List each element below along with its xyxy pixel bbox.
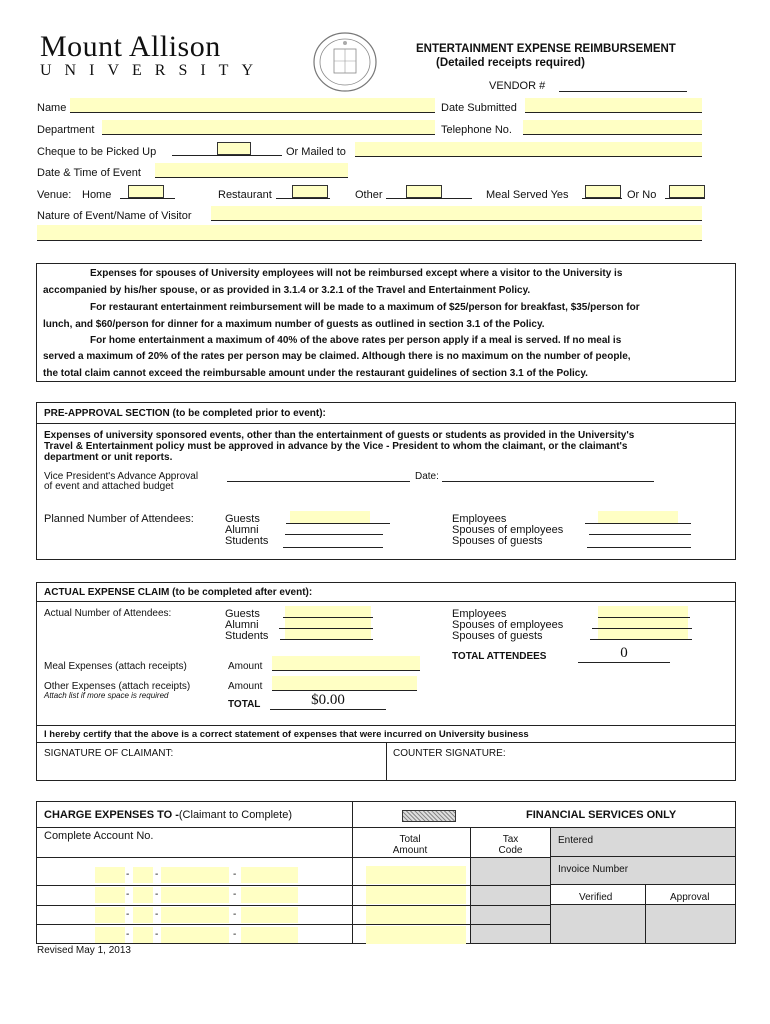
actual-guests-label: Guests bbox=[225, 608, 260, 620]
vp-approval-label2: of event and attached budget bbox=[44, 481, 174, 492]
other-label: Other bbox=[355, 189, 383, 201]
grid-h-row1 bbox=[36, 885, 550, 886]
planned-spouses-emp-input[interactable] bbox=[589, 522, 691, 535]
mailed-to-input[interactable] bbox=[355, 142, 702, 157]
meal-yes-checkbox[interactable] bbox=[585, 185, 621, 198]
attach-note: Attach list if more space is required bbox=[44, 691, 169, 700]
department-input[interactable] bbox=[102, 120, 435, 135]
grid-h-verified bbox=[550, 904, 736, 905]
grid-h-row3 bbox=[36, 924, 550, 925]
certify-divider-top bbox=[36, 725, 736, 726]
account-dash: - bbox=[155, 869, 159, 880]
planned-attendees-label: Planned Number of Attendees: bbox=[44, 513, 194, 525]
vendor-input[interactable] bbox=[559, 79, 687, 92]
university-seal-icon bbox=[312, 31, 378, 93]
policy-p2b: lunch, and $60/person for dinner for a maximum number of guests as outlined in section 3.1 of the Policy. bbox=[43, 319, 545, 330]
fs-verified-gray bbox=[551, 904, 645, 943]
grid-h-entered bbox=[550, 856, 736, 857]
certify-statement: I hereby certify that the above is a correct statement of expenses that were incurred on University business bbox=[44, 729, 529, 740]
actual-heading: ACTUAL EXPENSE CLAIM (to be completed after event): bbox=[44, 587, 313, 598]
preapproval-text2: Travel & Entertainment policy must be approved in advance by the Vice - President to whom the claimant, or the claimant's bbox=[44, 441, 628, 452]
total-attendees-value: 0 bbox=[578, 645, 670, 663]
verified-label: Verified bbox=[579, 892, 613, 903]
account-dash: - bbox=[155, 909, 159, 920]
date-submitted-label: Date Submitted bbox=[441, 102, 517, 114]
account-segment-input[interactable] bbox=[95, 867, 125, 883]
planned-spouses-guests-label: Spouses of guests bbox=[452, 535, 543, 547]
account-segment-input[interactable] bbox=[133, 867, 153, 883]
planned-alumni-label: Alumni bbox=[225, 524, 259, 536]
preapproval-divider bbox=[36, 423, 736, 424]
actual-spouses-guests-label: Spouses of guests bbox=[452, 630, 543, 642]
total-value: $0.00 bbox=[270, 692, 386, 710]
account-segment-input[interactable] bbox=[133, 907, 153, 923]
policy-p3b: served a maximum of 20% of the rates per person may be claimed. Although there is no maximum on the number of people, bbox=[43, 351, 631, 362]
account-segment-input[interactable] bbox=[241, 867, 298, 883]
meal-expenses-label: Meal Expenses (attach receipts) bbox=[44, 661, 187, 672]
account-segment-input[interactable] bbox=[241, 927, 298, 943]
charge-vertical-divider bbox=[352, 801, 353, 944]
date-time-input[interactable] bbox=[155, 163, 348, 178]
nature-input-line1[interactable] bbox=[211, 206, 702, 221]
total-amount-input[interactable] bbox=[366, 906, 466, 924]
account-segment-input[interactable] bbox=[241, 907, 298, 923]
name-label: Name bbox=[37, 102, 67, 114]
preapproval-text1: Expenses of university sponsored events, other than the entertainment of guests or students as provided in the University's bbox=[44, 430, 635, 441]
grid-h-header bbox=[36, 857, 550, 858]
actual-students-label: Students bbox=[225, 630, 269, 642]
policy-p1a: Expenses for spouses of University employees will not be reimbursed except where a visitor to the University is bbox=[90, 268, 623, 279]
tax-code-gray bbox=[471, 858, 550, 943]
account-segment-input[interactable] bbox=[95, 907, 125, 923]
account-dash: - bbox=[233, 909, 237, 920]
cheque-label: Cheque to be Picked Up bbox=[37, 146, 157, 158]
account-segment-input[interactable] bbox=[133, 927, 153, 943]
charge-heading bbox=[44, 809, 292, 821]
policy-p1b: accompanied by his/her spouse, or as provided in 3.1.4 or 3.2.1 of the Travel and Entertainment Policy. bbox=[43, 285, 531, 296]
actual-spouses-guests-line bbox=[590, 628, 692, 640]
revised-date: Revised May 1, 2013 bbox=[37, 945, 131, 956]
actual-employees-label: Employees bbox=[452, 608, 507, 620]
logo-line2: UNIVERSITY bbox=[40, 62, 266, 79]
planned-students-label: Students bbox=[225, 535, 269, 547]
counter-signature-label: COUNTER SIGNATURE: bbox=[393, 748, 506, 759]
planned-alumni-input[interactable] bbox=[285, 522, 383, 535]
total-amount-input[interactable] bbox=[366, 866, 466, 884]
tax-header-line1: Tax bbox=[502, 834, 519, 845]
actual-alumni-label: Alumni bbox=[225, 619, 259, 631]
department-label: Department bbox=[37, 124, 95, 136]
nature-label: Nature of Event/Name of Visitor bbox=[37, 210, 192, 222]
meal-no-label: Or No bbox=[627, 189, 657, 201]
restaurant-checkbox[interactable] bbox=[292, 185, 328, 198]
charge-heading-rest: (Claimant to Complete) bbox=[178, 809, 292, 821]
telephone-label: Telephone No. bbox=[441, 124, 512, 136]
account-dash: - bbox=[233, 889, 237, 900]
other-expenses-label: Other Expenses (attach receipts) bbox=[44, 681, 191, 692]
form-title: ENTERTAINMENT EXPENSE REIMBURSEMENT bbox=[416, 43, 676, 55]
meal-yes-label: Meal Served Yes bbox=[486, 189, 569, 201]
nature-input-line2[interactable] bbox=[37, 225, 702, 241]
fs-approval-gray bbox=[646, 904, 735, 943]
actual-attendees-label: Actual Number of Attendees: bbox=[44, 608, 172, 619]
account-segment-input[interactable] bbox=[95, 887, 125, 903]
account-dash: - bbox=[126, 869, 130, 880]
cheque-pickup-checkbox[interactable] bbox=[217, 142, 251, 155]
meal-no-checkbox[interactable] bbox=[669, 185, 705, 198]
other-checkbox[interactable] bbox=[406, 185, 442, 198]
financial-services-only: FINANCIAL SERVICES ONLY bbox=[526, 809, 677, 821]
policy-p2a: For restaurant entertainment reimbursement will be made to a maximum of $25/person for breakfast, $35/person for bbox=[90, 302, 640, 313]
total-amount-input[interactable] bbox=[366, 926, 466, 944]
meal-amount-label: Amount bbox=[228, 661, 263, 672]
vendor-label: VENDOR # bbox=[489, 80, 546, 92]
charge-heading-bold: CHARGE EXPENSES TO - bbox=[44, 809, 179, 821]
planned-spouses-emp-label: Spouses of employees bbox=[452, 524, 564, 536]
university-logo-wordmark bbox=[40, 32, 266, 80]
form-subtitle: (Detailed receipts required) bbox=[436, 57, 585, 69]
total-header-line2: Amount bbox=[392, 845, 428, 856]
account-segment-input[interactable] bbox=[241, 887, 298, 903]
other-amount-input[interactable] bbox=[272, 676, 417, 691]
account-segment-input[interactable] bbox=[161, 887, 229, 903]
total-label: TOTAL bbox=[228, 699, 261, 710]
planned-students-input[interactable] bbox=[283, 535, 383, 548]
home-label: Home bbox=[82, 189, 112, 201]
account-segment-input[interactable] bbox=[161, 927, 229, 943]
date-submitted-input[interactable] bbox=[525, 98, 702, 113]
policy-p3a: For home entertainment a maximum of 40% of the above rates per person apply if a meal is served. If no meal is bbox=[90, 335, 622, 346]
grid-h-invoice bbox=[550, 884, 736, 885]
account-dash: - bbox=[126, 889, 130, 900]
tax-header-line2: Code bbox=[498, 845, 523, 856]
signature-divider bbox=[386, 742, 387, 781]
account-segment-input[interactable] bbox=[161, 907, 229, 923]
account-dash: - bbox=[155, 929, 159, 940]
actual-spouses-emp-label: Spouses of employees bbox=[452, 619, 564, 631]
restaurant-label: Restaurant bbox=[218, 189, 272, 201]
mailed-label: Or Mailed to bbox=[286, 146, 346, 158]
preapproval-text3: department or unit reports. bbox=[44, 452, 173, 463]
entered-label: Entered bbox=[558, 835, 594, 846]
planned-guests-label: Guests bbox=[225, 513, 260, 525]
total-amount-input[interactable] bbox=[366, 886, 466, 904]
meal-amount-input[interactable] bbox=[272, 656, 420, 671]
home-checkbox[interactable] bbox=[128, 185, 164, 198]
preapproval-heading: PRE-APPROVAL SECTION (to be completed prior to event): bbox=[44, 408, 326, 419]
date-time-label: Date & Time of Event bbox=[37, 167, 141, 179]
venue-label: Venue: bbox=[37, 189, 72, 201]
other-amount-label: Amount bbox=[228, 681, 263, 692]
actual-students-line bbox=[280, 628, 373, 640]
vp-date-label: Date: bbox=[415, 471, 439, 482]
account-dash: - bbox=[126, 909, 130, 920]
account-dash: - bbox=[126, 929, 130, 940]
tax-code-header bbox=[471, 834, 550, 856]
invoice-number-label: Invoice Number bbox=[558, 864, 629, 875]
actual-divider-top bbox=[36, 601, 736, 602]
account-dash: - bbox=[233, 869, 237, 880]
name-input[interactable] bbox=[70, 98, 435, 113]
vp-date-line[interactable] bbox=[442, 469, 654, 482]
account-segment-input[interactable] bbox=[161, 867, 229, 883]
planned-employees-label: Employees bbox=[452, 513, 507, 525]
approval-label: Approval bbox=[670, 892, 710, 903]
logo-line1: Mount Allison bbox=[40, 30, 221, 63]
signature-claimant-label: SIGNATURE OF CLAIMANT: bbox=[44, 748, 174, 759]
policy-p3c: the total claim cannot exceed the reimbursable amount under the restaurant guidelines of section 3.1 of the Policy. bbox=[43, 368, 588, 379]
total-header-line1: Total bbox=[399, 834, 421, 845]
account-segment-input[interactable] bbox=[133, 887, 153, 903]
total-attendees-label: TOTAL ATTENDEES bbox=[452, 651, 547, 662]
complete-account-label: Complete Account No. bbox=[44, 830, 154, 842]
telephone-input[interactable] bbox=[523, 120, 702, 135]
grid-h-row2 bbox=[36, 905, 550, 906]
hatched-swatch bbox=[402, 810, 456, 822]
account-dash: - bbox=[233, 929, 237, 940]
total-amount-header bbox=[370, 834, 450, 856]
vp-approval-label1: Vice President's Advance Approval bbox=[44, 471, 199, 482]
planned-spouses-guests-input[interactable] bbox=[587, 535, 691, 548]
vp-approval-signature-line[interactable] bbox=[227, 469, 410, 482]
account-segment-input[interactable] bbox=[95, 927, 125, 943]
account-dash: - bbox=[155, 889, 159, 900]
